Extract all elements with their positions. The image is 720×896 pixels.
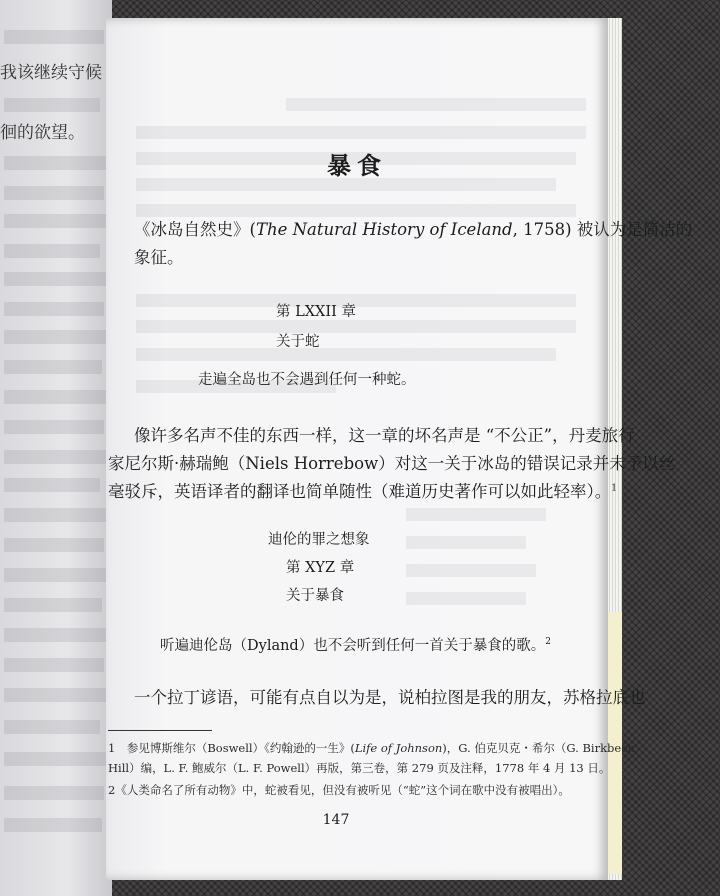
bleed-through bbox=[4, 330, 110, 344]
footnote-ref-2[interactable]: 2 bbox=[545, 637, 551, 648]
paragraph-1-line-3 bbox=[108, 478, 617, 502]
bleed-through bbox=[406, 508, 546, 521]
paragraph-1-text: 毫驳斥，英语译者的翻译也简单随性（难道历史著作可以如此轻率）。 bbox=[108, 482, 612, 501]
bleed-through bbox=[4, 360, 102, 374]
bleed-through bbox=[4, 156, 108, 170]
bleed-through bbox=[4, 214, 110, 228]
bleed-through bbox=[406, 592, 526, 605]
bleed-through bbox=[4, 302, 104, 316]
bleed-through bbox=[136, 126, 586, 139]
bleed-through bbox=[4, 30, 104, 44]
bleed-through bbox=[4, 272, 108, 286]
left-page-line-1: 我该继续守候 bbox=[0, 63, 102, 83]
bleed-through bbox=[406, 536, 526, 549]
footnote-2: 2《人类命名了所有动物》中，蛇被看见，但没有被听见（“蛇”这个词在歌中没有被唱出）。 bbox=[108, 783, 570, 797]
footnote-divider bbox=[108, 730, 212, 731]
intro-line-2: 象征。 bbox=[134, 248, 184, 267]
bleed-through bbox=[4, 818, 102, 832]
bleed-through bbox=[4, 658, 104, 672]
intro-text-a: 《冰岛自然史》( bbox=[134, 220, 256, 239]
bleed-through bbox=[4, 688, 108, 702]
intro-line-1 bbox=[134, 216, 692, 240]
bleed-through bbox=[136, 320, 576, 333]
paragraph-2-line-1: 一个拉丁谚语，可能有点自以为是，说柏拉图是我的朋友，苏格拉底也 bbox=[134, 688, 646, 707]
footnote-ref-1[interactable]: 1 bbox=[611, 483, 617, 494]
bleed-through bbox=[136, 348, 556, 361]
bleed-through bbox=[4, 568, 108, 582]
chapter-heading-2: 关于暴食 bbox=[286, 588, 344, 604]
footnote-1-text-a: 1 参见博斯维尔（Boswell）《约翰逊的一生》( bbox=[108, 741, 355, 755]
left-page-line-2: 徊的欲望。 bbox=[0, 123, 85, 143]
footnote-1-italic: Life of Johnson bbox=[354, 741, 443, 755]
chapter-heading-1: 关于蛇 bbox=[276, 334, 320, 350]
bleed-through bbox=[406, 564, 536, 577]
bleed-through bbox=[4, 752, 106, 766]
bleed-through bbox=[4, 628, 110, 642]
chapter-text-2-body: 听遍迪伦岛（Dyland）也不会听到任何一首关于暴食的歌。 bbox=[160, 638, 546, 654]
footnote-1-line-1 bbox=[108, 740, 635, 756]
footnote-1-line-2: Hill）编，L. F. 鲍威尔（L. F. Powell）再版，第三卷，第 279 页及注释，1778 年 4 月 13 日。 bbox=[108, 761, 611, 775]
bleed-through bbox=[4, 508, 108, 522]
book-title-italic: The Natural History of Iceland bbox=[255, 220, 513, 239]
left-page bbox=[0, 0, 112, 896]
chapter-number-2: 第 XYZ 章 bbox=[286, 560, 355, 576]
bleed-through bbox=[4, 98, 100, 112]
bleed-through bbox=[4, 244, 100, 258]
chapter-title: 暴食 bbox=[327, 151, 387, 180]
bleed-through bbox=[4, 538, 104, 552]
bleed-through bbox=[4, 420, 104, 434]
bleed-through bbox=[4, 186, 104, 200]
page-number: 147 bbox=[322, 812, 350, 828]
paragraph-1-line-2: 家尼尔斯·赫瑞鲍（Niels Horrebow）对这一关于冰岛的错误记录并未予以丝 bbox=[108, 454, 676, 473]
bleed-through bbox=[286, 98, 586, 111]
song-title: 迪伦的罪之想象 bbox=[268, 532, 370, 548]
intro-text-b: , 1758) 被认为是简洁的 bbox=[512, 220, 693, 239]
chapter-number-1: 第 LXXII 章 bbox=[276, 304, 356, 320]
paragraph-1-line-1: 像许多名声不佳的东西一样，这一章的坏名声是 “不公正”，丹麦旅行 bbox=[134, 426, 635, 445]
chapter-text-1: 走遍全岛也不会遇到任何一种蛇。 bbox=[198, 372, 416, 388]
bleed-through bbox=[4, 720, 100, 734]
book-page bbox=[106, 18, 693, 880]
bleed-through bbox=[4, 598, 102, 612]
bleed-through bbox=[4, 786, 104, 800]
footnote-1-text-b: )，G. 伯克贝克・希尔（G. Birkbeck bbox=[442, 741, 635, 755]
bleed-through bbox=[136, 294, 576, 307]
bleed-through bbox=[4, 450, 110, 464]
chapter-text-2 bbox=[160, 634, 551, 655]
bleed-through bbox=[4, 478, 100, 492]
bleed-through bbox=[4, 390, 108, 404]
